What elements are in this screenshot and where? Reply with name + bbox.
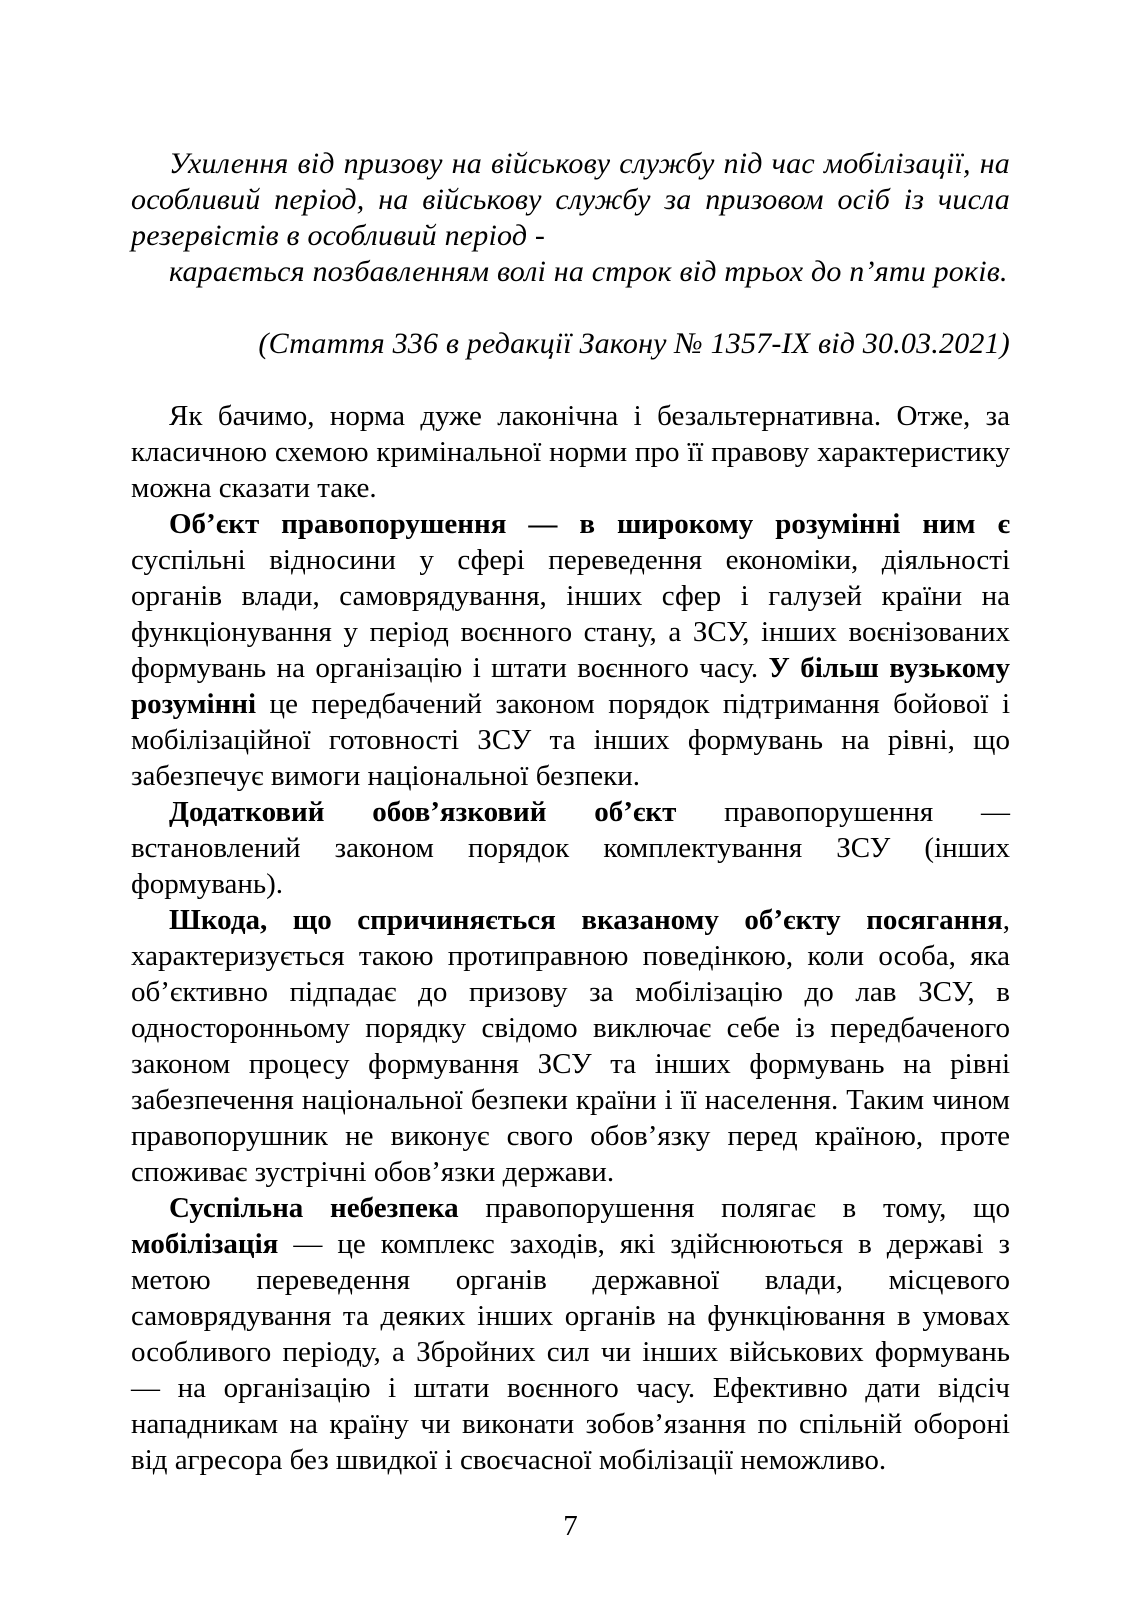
body-paragraph [131,398,1010,506]
body-paragraph [131,794,1010,902]
text-run: правопорушення — встановлений законом порядок комплектування ЗСУ (інших формувань). [131,796,1010,900]
page-number: 7 [563,1510,578,1542]
text-run: це передбачений законом порядок підтримання бойової і мобілізаційної готовності ЗСУ та інших формувань на рівні, що забезпечує вимоги національної безпеки. [131,688,1010,792]
bold-text-run: Додатковий обов’язковий об’єкт [169,796,677,828]
excerpt-paragraph [131,146,1010,254]
text-run: , характеризується такою протиправною поведінкою, коли особа, яка об’єктивно підпадає до призову за мобілізацію до лав ЗСУ, в односторонньому порядку свідомо виключає себе із передбаченого законом процесу формування ЗСУ та інших формувань на рівні забезпечення національної безпеки країни і її населення. Таким чином правопорушник не виконує свого обов’язку перед країною, проте споживає зустрічні обов’язки держави. [131,904,1010,1188]
law-citation: (Стаття 336 в редакції Закону № 1357-IX від 30.03.2021) [258,327,1010,360]
text-run: правопорушення полягає в тому, що [458,1192,1010,1224]
excerpt-paragraph [131,254,1010,290]
text-run: — це комплекс заходів, які здійснюються в державі з метою переведення органів державної влади, місцевого самоврядування та деяких інших органів на функціювання в умовах особливого періоду, а Збройних сил чи інших військових формувань — на організацію і штати воєнного часу. Ефективно дати відсіч нападникам на країну чи виконати зобов’язання по спільній обороні від агресора без швидкої і своєчасної мобілізації неможливо. [131,1228,1010,1476]
body-paragraph [131,506,1010,794]
body-paragraph [131,1190,1010,1478]
article-body [131,398,1010,1478]
law-excerpt-block [131,146,1010,290]
text-run: Як бачимо, норма дуже лаконічна і безальтернативна. Отже, за класичною схемою кримінальної норми про її правову характеристику можна сказати таке. [131,400,1010,504]
bold-text-run: Об’єкт правопорушення — в широкому розумінні ним є [169,508,1010,540]
text-run: карається позбавленням волі на строк від трьох до п’яти років. [169,255,1008,288]
bold-text-run: Суспільна небезпека [169,1192,459,1224]
text-run: Ухилення від призову на військову службу під час мобілізації, на особливий період, на військову службу за призовом осіб із числа резервістів в особливий період - [131,147,1010,252]
bold-text-run: мобілізація [131,1228,279,1260]
bold-text-run: Шкода, що спричиняється вказаному об’єкту посягання [169,904,1003,936]
bold-text-run: У більш вузькому розумінні [131,652,1010,720]
body-paragraph [131,902,1010,1190]
text-run: суспільні відносини у сфері переведення економіки, діяльності органів влади, самоврядування, інших сфер і галузей країни на функціонування у період воєнного стану, а ЗСУ, інших воєнізованих формувань на організацію і штати воєнного часу. [131,544,1010,684]
